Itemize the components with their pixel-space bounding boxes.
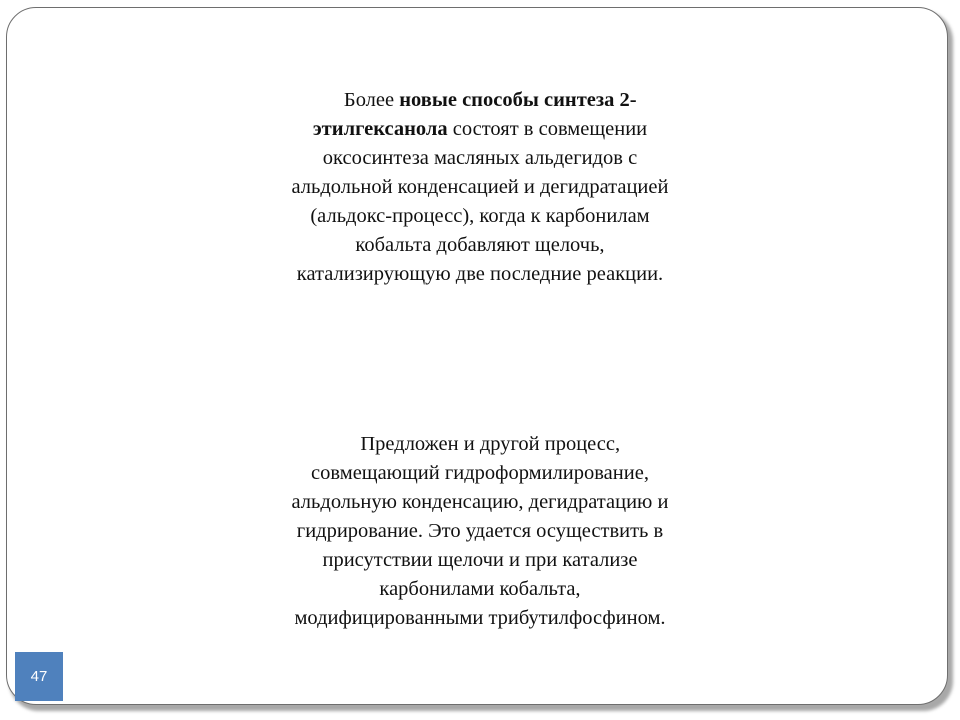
paragraph2-line1 [230, 430, 730, 459]
paragraph1-line6: кобальта добавляют щелочь, [355, 234, 605, 256]
paragraph2-line7: модифицированными трибутилфосфином. [294, 607, 666, 629]
page-number-badge [15, 652, 63, 701]
paragraph1-line1-lead: Более [343, 89, 400, 111]
paragraph1-line2-bold: этилгексанола [312, 118, 448, 140]
paragraph2-line5: присутствии щелочи и при катализе [322, 549, 638, 571]
paragraph2-line6: карбонилами кобальта, [379, 578, 581, 600]
paragraph1-line3: оксосинтеза масляных альдегидов с [322, 147, 638, 169]
paragraph2-line4: гидрирование. Это удается осуществить в [296, 520, 664, 542]
paragraph2-line1-text: Предложен и другой процесс, [360, 433, 621, 455]
paragraph1-line7: катализирующую две последние реакции. [296, 263, 664, 285]
paragraph1-line5: (альдокс-процесс), когда к карбонилам [310, 205, 650, 227]
paragraph1-line2-rest: состоят в совмещении [447, 118, 648, 140]
paragraph2-line3: альдольную конденсацию, дегидратацию и [291, 491, 669, 513]
paragraph2-line2: совмещающий гидроформилирование, [311, 462, 649, 484]
paragraph1-line1 [230, 86, 730, 115]
page-number: 47 [30, 668, 48, 685]
paragraph-new-synthesis-methods [230, 86, 730, 289]
paragraph1-line2 [230, 115, 730, 144]
paragraph1-line1-bold: новые способы синтеза 2- [399, 89, 637, 111]
paragraph1-line4: альдольной конденсацией и дегидратацией [291, 176, 669, 198]
paragraph-other-process [230, 430, 730, 633]
